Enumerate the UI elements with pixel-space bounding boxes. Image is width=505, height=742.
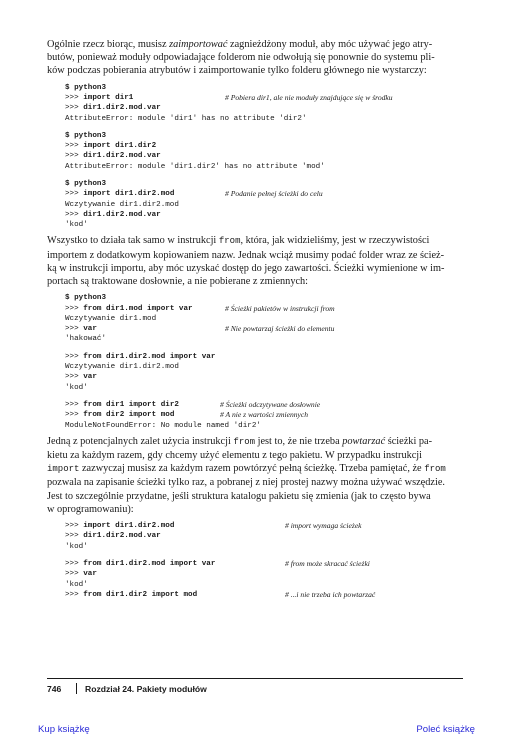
code-line [65,179,467,189]
code-line [65,304,467,314]
code-comment: # Nie powtarzaj ścieżki do elementu [225,324,335,334]
code-input: import dir1.dir2 [83,142,157,151]
code-block-2 [47,293,467,431]
code-output: >>> [65,142,84,151]
inline-code: from [218,236,241,247]
code-input: from dir2 import mod [83,411,175,420]
code-output: Wczytywanie dir1.dir2.mod [65,363,179,372]
code-input: import dir1.dir2.mod [83,522,175,531]
code-line [65,200,467,210]
code-output: 'hakować' [65,335,107,344]
paragraph-text: ką w instrukcji importu, aby móc uzyskać dostęp do jego zawartości. Ścieżki wymienione w im- [47,262,445,274]
code-output: >>> [65,304,84,313]
code-input: var [83,570,97,579]
code-input: dir1.dir2.mod.var [83,210,161,219]
code-output: >>> [65,559,84,568]
code-input: import dir1 [83,93,134,102]
code-input: from dir1.mod import var [83,304,193,313]
code-output: >>> [65,373,84,382]
buy-book-link[interactable]: Kup książkę [38,724,90,735]
code-comment: # Ścieżki pakietów w instrukcji from [225,303,335,313]
code-output: 'kod' [65,221,88,230]
paragraph-text: ków podczas pobierania atrybutów i zaimportowanie tylko folderu głównego nie wystarczy: [47,65,427,77]
code-output: AttributeError: module 'dir1' has no attribute 'dir2' [65,114,307,123]
inline-code: import [47,464,80,475]
code-comment: # A nie z wartości zmiennych [220,410,309,420]
code-output: >>> [65,522,84,531]
code-line [65,362,467,372]
code-input: $ python3 [65,294,107,303]
code-line [65,103,467,113]
code-line [65,93,467,103]
paragraph-text: Wszystko to działa tak samo w instrukcji [47,235,219,247]
code-output: >>> [65,210,84,219]
paragraph-text: jest to, że nie trzeba [255,435,343,447]
code-input: from dir1.dir2.mod import var [83,559,216,568]
paragraph-text: kietu za każdym razem, gdy chcemy użyć elementu z tego pakietu. W przypadku instrukcji [47,450,423,462]
code-line [65,410,467,420]
code-line [65,220,467,230]
code-line [65,131,467,141]
code-input: $ python3 [65,131,107,140]
code-block-3 [47,521,467,600]
code-input: var [83,373,97,382]
code-output: Wczytywanie dir1.dir2.mod [65,200,179,209]
emphasis-text: powtarzać [342,435,386,447]
code-line [65,421,467,431]
code-line [65,372,467,382]
code-line [65,314,467,324]
code-input: import dir1.dir2.mod [83,190,175,199]
code-line [65,141,467,151]
code-line [65,393,467,400]
chapter-title: Rozdział 24. Pakiety modułów [85,684,207,694]
paragraph-text: w oprogramowaniu): [47,503,134,515]
paragraph-text: zagnieżdżony moduł, aby móc używać jego atry- [227,39,433,50]
code-output: >>> [65,93,84,102]
code-comment: # Ścieżki odczytywane dosłownie [220,399,321,409]
code-input: from dir1.dir2.mod import var [83,352,216,361]
code-output: >>> [65,400,84,409]
code-line [65,569,467,579]
code-line [65,293,467,303]
code-line [65,83,467,93]
code-line [65,210,467,220]
paragraph-3 [47,435,467,516]
code-line [65,352,467,362]
inline-code: from [424,464,446,475]
code-input: dir1.dir2.mod.var [83,152,161,161]
code-output: >>> [65,325,84,334]
code-output: >>> [65,104,84,113]
code-line [65,383,467,393]
paragraph-text: butów, ponieważ moduły odpowiadające folderom nie odwołują się ponownie do systemu pli- [47,52,435,64]
paragraph-text: zazwyczaj musisz za każdym razem powtórzyć pełną ścieżkę. Trzeba pamiętać, że [79,463,425,475]
code-line [65,590,467,600]
code-input: from dir1.dir2 import mod [83,590,198,599]
paragraph-text: pozwala na zapisanie ścieżki tylko raz, a pobranej z niej prostej nazwy można używać wszędzie. [47,477,445,489]
code-comment: # from może skracać ścieżki [285,558,370,568]
footer-rule [47,678,463,679]
code-line [65,521,467,531]
code-line [65,400,467,410]
recommend-book-link[interactable]: Poleć książkę [416,724,475,735]
emphasis-text: zaimportować [169,39,228,50]
paragraph-2 [47,234,467,288]
paragraph-text: portach są traktowane dosłownie, a nie pobierane z zmiennych: [47,276,309,288]
code-output: >>> [65,352,84,361]
code-output: ModuleNotFoundError: No module named 'dir2' [65,421,261,430]
paragraph-text: Jest to szczególnie przydatne, jeśli struktura katalogu pakietu się zmienia (jak to często bywa [47,490,431,502]
code-line [65,559,467,569]
code-input: dir1.dir2.mod.var [83,532,161,541]
code-comment: # import wymaga ścieżek [285,521,362,531]
code-output: 'kod' [65,542,88,551]
code-input: $ python3 [65,179,107,188]
code-line [65,162,467,172]
code-line [65,324,467,334]
code-line [65,151,467,161]
code-output: AttributeError: module 'dir1.dir2' has no attribute 'mod' [65,162,325,171]
code-input: from dir1 import dir2 [83,400,179,409]
paragraph-1 [47,38,467,78]
paragraph-text: , która, jak widzieliśmy, jest w rzeczywistości [240,235,430,247]
code-output: >>> [65,570,84,579]
code-output: >>> [65,590,84,599]
code-line [65,580,467,590]
paragraph-text: Ogólnie rzecz biorąc, musisz [47,39,170,50]
code-line [65,124,467,131]
code-line [65,552,467,559]
inline-code: from [233,436,256,447]
code-output: Wczytywanie dir1.mod [65,314,157,323]
page-number: 746 [47,684,62,694]
code-line [65,531,467,541]
code-input: $ python3 [65,83,107,92]
paragraph-text: Jedną z potencjalnych zalet użycia instrukcji [47,435,234,447]
code-line [65,114,467,124]
code-output: >>> [65,152,84,161]
paragraph-text: importem z dodatkowym kopiowaniem nazw. Jednak wciąż musimy podać folder wraz ze ścież- [47,249,445,261]
code-output: >>> [65,190,84,199]
code-comment: # Podanie pełnej ścieżki do celu [225,189,323,199]
code-line [65,345,467,352]
code-output: >>> [65,532,84,541]
code-line [65,189,467,199]
footer-separator [76,683,77,694]
code-line [65,542,467,552]
code-block-1 [47,83,467,231]
code-comment: # ...i nie trzeba ich powtarzać [285,589,376,599]
code-output: >>> [65,411,84,420]
page-body [47,38,467,600]
code-input: dir1.dir2.mod.var [83,104,161,113]
code-input: var [83,325,97,334]
code-comment: # Pobiera dir1, ale nie moduły znajdujące się w środku [225,92,393,102]
code-line [65,172,467,179]
code-output: 'kod' [65,383,88,392]
code-line [65,334,467,344]
code-output: 'kod' [65,580,88,589]
paragraph-text: ścieżki pa- [385,435,433,447]
